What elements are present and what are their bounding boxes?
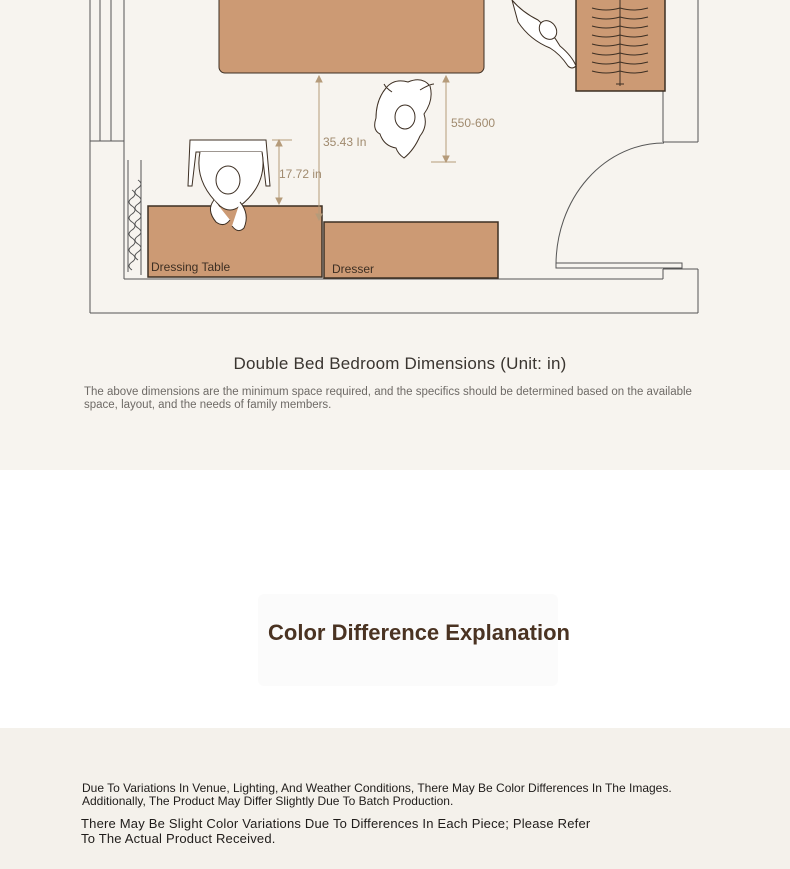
bed-icon bbox=[219, 0, 484, 73]
window-icon bbox=[111, 0, 141, 275]
dressing-table-label: Dressing Table bbox=[151, 260, 231, 274]
walking-person-icon bbox=[375, 80, 434, 158]
door-icon bbox=[556, 143, 682, 268]
dresser-label: Dresser bbox=[332, 262, 375, 276]
bed-to-table-dimension: 35.43 In bbox=[323, 135, 367, 149]
color-difference-title: Color Difference Explanation bbox=[268, 620, 570, 645]
walkway-dimension: 550-600 bbox=[451, 116, 496, 130]
color-variation-note: Due To Variations In Venue, Lighting, And Weather Conditions, There May Be Color Differences In The Images. Additionally, The Product May Differ Slightly Due To Batch Production. bbox=[82, 781, 672, 808]
batch-variation-note: There May Be Slight Color Variations Due To Differences In Each Piece; Please Refer To The Actual Product Received. bbox=[81, 816, 591, 846]
chair-clearance-dimension: 17.72 in bbox=[279, 167, 322, 181]
bedroom-floor-plan bbox=[0, 0, 790, 330]
dimensions-note: The above dimensions are the minimum space required, and the specifics should be determined based on the available space, layout, and the needs of family members. bbox=[84, 386, 692, 411]
wardrobe-icon bbox=[576, 0, 665, 91]
person-at-wardrobe-icon bbox=[512, 0, 576, 68]
section-title: Double Bed Bedroom Dimensions (Unit: in) bbox=[233, 354, 567, 373]
